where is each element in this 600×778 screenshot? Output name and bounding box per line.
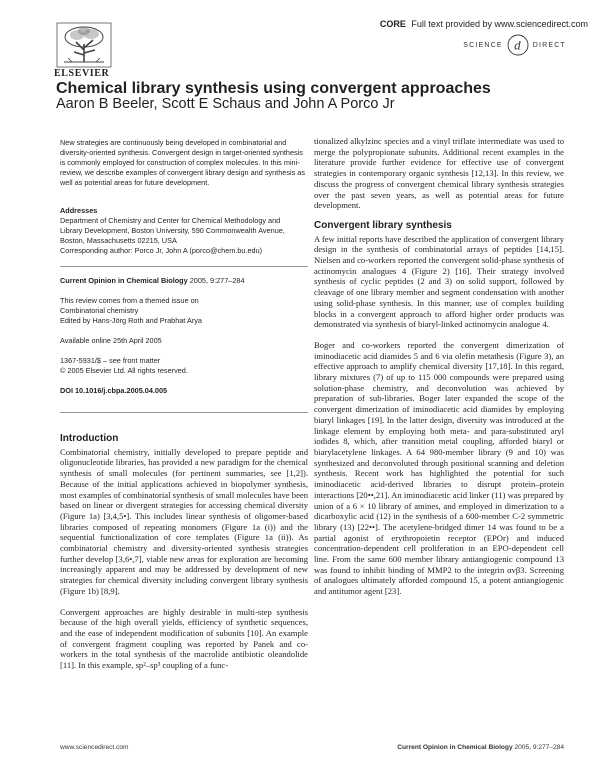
abstract: New strategies are continuously being developed in combinatorial and diversity-oriented synthesis. Convergent design in target-oriented synthesis is commonly employed for construction of complex molecules. In this mini-review, we describe examples of convergent library design and synthesis as well as potential areas for future development. [60, 138, 305, 187]
intro-paragraph-1: Combinatorial chemistry, initially developed to prepare peptide and oligonucleotide libraries, has provided a new paradigm for the chemical synthesis of small molecules (for pertinent summaries, see [1,2]). Because of the initial applications achieved in biopolymer synthesis, most examples of combinatorial synthesis of small molecules have been based on linear or divergent strategies for accessing chemical diversity (Figure 1a) [3,4,5•]. This includes linear synthesis of oligomer-based libraries composed of repeating monomers (Figure 1a (i)) and the sequential functionalization of core templates (Figure 1a (ii)). As combinatorial chemistry and diversity-oriented synthesis strategies further develop [3,6•,7], viable new areas for exploration are becoming increasingly apparent and may be addressed by development of new strategies for chemical diversity including convergent library synthesis (Figure 1b) [8,9]. [60, 446, 308, 596]
info-editors: Edited by Hans-Jörg Roth and Prabhat Arya [60, 316, 202, 325]
core-provided-note[interactable] [380, 19, 588, 29]
info-available-online: Available online 25th April 2005 [60, 336, 162, 345]
right-paragraph-0: tionalized alkylzinc species and a vinyl triflate intermediate was used to merge the polypropionate subunits. Additional recent examples in the literature provide further evidence for effective use of convergent strategies in contemporary organic synthesis [12,13]. In this review, we discuss the progress of convergent chemical library synthesis strategies over the past seven years, as well as potential areas for future development. [314, 136, 564, 211]
info-theme-line-1: This review comes from a themed issue on [60, 296, 199, 305]
tree-engraving-icon [56, 22, 112, 68]
info-theme-line-2: Combinatorial chemistry [60, 306, 139, 315]
article-title: Chemical library synthesis using convergent approaches [56, 80, 491, 97]
info-journal-name: Current Opinion in Chemical Biology [60, 276, 188, 285]
info-citation: 2005, 9:277–284 [189, 276, 245, 285]
right-paragraph-2: Boger and co-workers reported the convergent dimerization of iminodiacetic acid diamides 5 and 6 via olefin metathesis (Figure 3), an effective approach to amplify chemical diversity [17,18]. In this regard, library mixtures (7) of up to 115 000 compounds were prepared using solution-phase chemistry, and deconvolution was achieved by preparation of sub-libraries. Boger later expanded the scope of the convergent dimerization of iminodiacetic acid diamides by employing biaryl linkages [19]. In the latter design, diversity was introduced at the linkage element by employing both meta- and para-substituted aryl iodides 8, which, after transition metal coupling, afforded biaryl or biarylacetylene linkages. A 64 980-member library (9 and 10) was synthesized and deconvoluted through positional scanning and deletion synthesis. Recent work has highlighted the potential for such iminodiacetic acid-derived libraries to disrupt protein–protein interactions [20••,21]. An iminodiacetic acid linker (11) was prepared by union of a 6 × 10 library of amines, and employed in dimerization to a dicarboxylic acid (12) in the synthesis of a 600-member C-2 symmetric library (13) [22••]. The acetylene-bridged dimer 14 was found to be a partial agonist of erythropoietin receptor (EPOr) and induced concentration-dependent cell proliferation in an EPO-dependent cell line. From the same 600 member library antiangiogenic compound 13 was found to inhibit binding of MMP2 to the integrin αvβ3. Screening of analogues ultimately afforded compound 15, a potent antiangiogenic and antitumor agent [23]. [314, 339, 564, 597]
introduction-section [60, 434, 308, 681]
info-box-bottom-rule [60, 412, 308, 413]
address-line-3: Boston, Massachusetts 02215, USA [60, 236, 177, 245]
core-note-text: Full text provided by www.sciencedirect.com [411, 19, 588, 29]
right-paragraph-1: A few initial reports have described the application of convergent library design in the synthesis of combinatorial arrays of peptides [14,15]. Nielsen and co-workers reported the convergent solid-phase synthesis of actinomycin analogues 4 (Figure 2) [16]. Their strategy involved synthesis of cyclic peptides (2 and 3) on solid support, followed by cleavage of one library member and segment condensation with another using solid-phase synthesis. In this manner, use of complex building blocks in a convergent approach to afford higher order products was demonstrated via synthesis of biaryl-linked actinomycin analogue 4. [314, 233, 564, 330]
convergent-heading: Convergent library synthesis [314, 219, 452, 231]
sd-science-word: SCIENCE [463, 41, 503, 49]
sd-symbol: d [513, 37, 522, 53]
sciencedirect-logo [463, 34, 566, 56]
address-line-1: Department of Chemistry and Center for Chemical Methodology and [60, 216, 281, 225]
corresponding-author[interactable]: Corresponding author: Porco Jr, John A (porco@chem.bu.edu) [60, 246, 263, 255]
elsevier-tree-logo-icon [56, 22, 112, 74]
info-copyright: © 2005 Elsevier Ltd. All rights reserved. [60, 366, 188, 375]
sd-direct-word: DIRECT [532, 41, 566, 49]
footer-citation [397, 744, 564, 751]
intro-paragraph-2: Convergent approaches are highly desirable in multi-step synthesis because of the high overall yields, efficiency of synthetic sequences, and the ease of independent modification of subunits [10]. An example of convergent fragment coupling was reported by Panek and co-workers in the total synthesis of the macrolide antibiotic oleandolide [11]. In this example, sp²–sp³ coupling of a func- [60, 606, 308, 671]
publisher-name: ELSEVIER [54, 68, 110, 79]
addresses-heading: Addresses [60, 206, 98, 215]
footer-volume-pages: 2005, 9:277–284 [514, 744, 564, 751]
right-column-body [314, 136, 564, 607]
info-journal-citation [60, 276, 308, 286]
article-authors: Aaron B Beeler, Scott E Schaus and John A Porco Jr [56, 96, 395, 112]
sciencedirect-d-icon [507, 34, 529, 56]
address-line-2: Library Development, Boston University, 590 Commonwealth Avenue, [60, 226, 285, 235]
article-info-box [60, 266, 308, 396]
core-brand: CORE [379, 19, 406, 29]
footer-journal: Current Opinion in Chemical Biology [397, 744, 513, 751]
info-doi[interactable]: DOI 10.1016/j.cbpa.2005.04.005 [60, 386, 168, 395]
footer-site-link[interactable]: www.sciencedirect.com [60, 744, 129, 751]
info-issn: 1367-5931/$ – see front matter [60, 356, 161, 365]
front-matter-column [60, 138, 308, 396]
introduction-heading: Introduction [60, 433, 119, 444]
addresses-block [60, 206, 308, 256]
